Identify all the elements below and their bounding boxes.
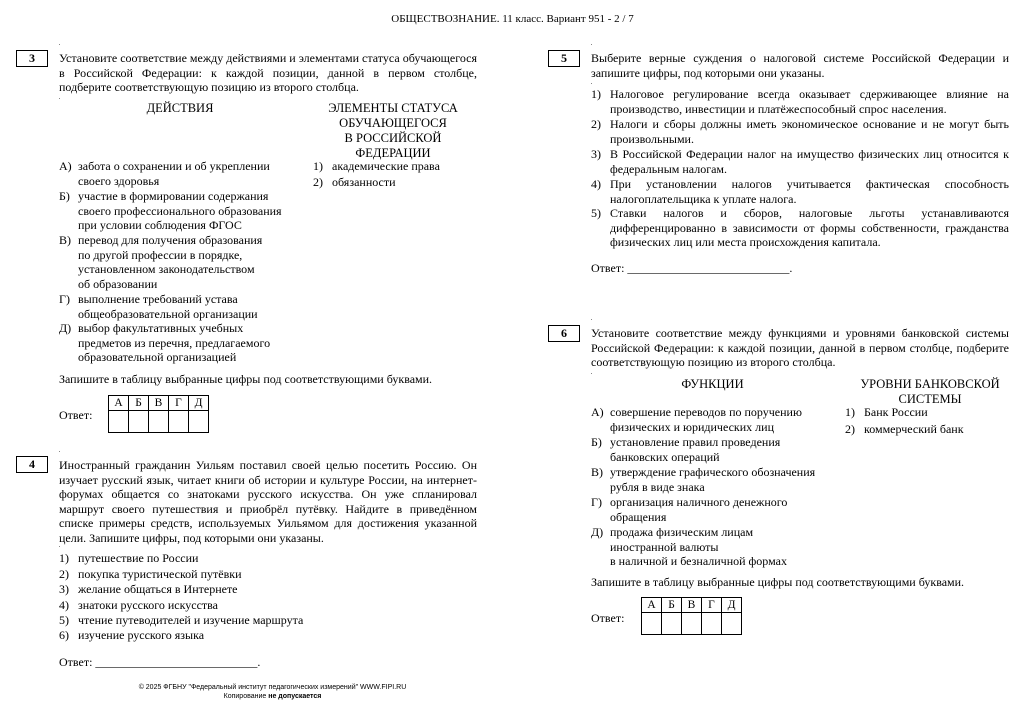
question-4-number: 4	[16, 456, 48, 473]
q6-answer-cell[interactable]	[662, 613, 682, 635]
q6-choice-2: 2) коммерческий банк	[845, 422, 964, 436]
q5-answer-line[interactable]: Ответ: ___________________________.	[591, 261, 793, 275]
q4-answer-line[interactable]: Ответ: ___________________________.	[59, 655, 261, 669]
q3-table-header: А	[109, 396, 129, 411]
question-5-number: 5	[548, 50, 580, 67]
question-5-text: Выберите верные суждения о налоговой системе Российской Федерации и запишите цифры, под которыми они указаны.	[591, 51, 1009, 80]
q3-answer-table	[108, 395, 209, 433]
q6-column-levels-title: УРОВНИ БАНКОВСКОЙ СИСТЕМЫ	[860, 377, 1000, 406]
q5-option-4: 4) При установлении налогов учитывается фактическая способность налогоплательщика к уплате налога.	[591, 177, 1009, 206]
q3-choice-2: 2) обязанности	[313, 175, 396, 189]
q6-option-g: Г) организация наличного денежного обращения	[591, 495, 788, 524]
q6-answer-cell[interactable]	[642, 613, 662, 635]
q5-option-1: 1) Налоговое регулирование всегда оказывает сдерживающее влияние на производство, инвестиции и платёжеспособный спрос населения.	[591, 87, 1009, 116]
q5-option-5: 5) Ставки налогов и сборов, налоговые льготы устанавливаются дифференцированно в зависимости от формы собственности, гражданства физических лиц или места происхождения капитала.	[591, 206, 1009, 249]
q4-option-1: 1) путешествие по России	[59, 551, 199, 565]
q5-option-3: 3) В Российской Федерации налог на имущество физических лиц относится к федеральным налогам.	[591, 147, 1009, 176]
q3-choice-1: 1) академические права	[313, 159, 440, 173]
q6-option-v: В) утверждение графического обозначения рубля в виде знака	[591, 465, 816, 494]
page-header: ОБЩЕСТВОЗНАНИЕ. 11 класс. Вариант 951 - 2 / 7	[391, 13, 634, 25]
q3-answer-cell[interactable]	[189, 411, 209, 433]
q3-option-g: Г) выполнение требований устава общеобразовательной организации	[59, 292, 258, 321]
footer-copy-notice: Копирование не допускается	[223, 693, 322, 700]
q3-table-header: Д	[189, 396, 209, 411]
q3-table-header: Г	[169, 396, 189, 411]
q3-table-header: Б	[129, 396, 149, 411]
q3-answer-cell[interactable]	[129, 411, 149, 433]
q3-column-actions-title: ДЕЙСТВИЯ	[146, 101, 214, 115]
footer-copyright: © 2025 ФГБНУ "Федеральный институт педагогических измерений" WWW.FIPI.RU	[138, 684, 407, 691]
question-3-text: Установите соответствие между действиями и элементами статуса обучающегося в Российской Федерации: к каждой позиции, данной в первом столбце, подберите соответствующую позицию из второго столбца.	[59, 51, 477, 94]
question-3-number: 3	[16, 50, 48, 67]
q3-option-d: Д) выбор факультативных учебных предметов из перечня, предлагаемого образовательной организацией	[59, 321, 271, 364]
q3-answer-cell[interactable]	[149, 411, 169, 433]
q6-option-a: А) совершение переводов по поручению физических и юридических лиц	[591, 405, 802, 434]
question-6-number: 6	[548, 325, 580, 342]
q4-option-6: 6) изучение русского языка	[59, 628, 205, 642]
question-4-text: Иностранный гражданин Уильям поставил своей целью посетить Россию. Он изучает русский язык, читает книги об истории и культуре России, на интернет-форумах общается со знатоками русского искусства. Он уже спланировал маршрут своего путешествия и приобрёл путёвку. Найдите в приведённом списке примеры средств, используемых Уильямом для достижения указанной цели. Запишите цифры, под которыми они указаны.	[59, 458, 477, 545]
q6-answer-label: Ответ:	[591, 611, 625, 625]
q6-option-d: Д) продажа физическим лицам иностранной валюты в наличной и безналичной формах	[591, 525, 787, 568]
q5-option-2: 2) Налоги и сборы должны иметь экономическое основание и не могут быть произвольными.	[591, 117, 1009, 146]
q3-answer-cell[interactable]	[109, 411, 129, 433]
q3-column-status-title: ЭЛЕМЕНТЫ СТАТУСА ОБУЧАЮЩЕГОСЯ В РОССИЙСКОЙ ФЕДЕРАЦИИ	[328, 101, 458, 160]
q3-option-b: Б) участие в формировании содержания своего профессионального образования при условии соблюдения ФГОС	[59, 189, 282, 232]
q3-answer-cell[interactable]	[169, 411, 189, 433]
q6-column-functions-title: ФУНКЦИИ	[681, 377, 744, 391]
q6-answer-cell[interactable]	[682, 613, 702, 635]
q6-table-header: А	[642, 598, 662, 613]
q6-option-b: Б) установление правил проведения банковских операций	[591, 435, 781, 464]
q3-option-v: В) перевод для получения образования по другой профессии в порядке, установленном законодательством об образовании	[59, 233, 263, 291]
q6-table-header: Д	[722, 598, 742, 613]
q4-option-5: 5) чтение путеводителей и изучение маршрута	[59, 613, 304, 627]
page-footer	[0, 683, 545, 701]
question-6-text: Установите соответствие между функциями и уровнями банковской системы Российской Федерации: к каждой позиции, данной в первом столбце, подберите соответствующую позицию из второго столбца.	[591, 326, 1009, 369]
q4-option-4: 4) знатоки русского искусства	[59, 598, 218, 612]
q4-option-3: 3) желание общаться в Интернете	[59, 582, 238, 596]
q6-choice-1: 1) Банк России	[845, 405, 928, 419]
q4-option-2: 2) покупка туристической путёвки	[59, 567, 242, 581]
q6-table-header: Б	[662, 598, 682, 613]
q6-instruction: Запишите в таблицу выбранные цифры под соответствующими буквами.	[591, 575, 965, 589]
q6-table-header: В	[682, 598, 702, 613]
q3-instruction: Запишите в таблицу выбранные цифры под соответствующими буквами.	[59, 372, 433, 386]
q6-answer-table	[641, 597, 742, 635]
q6-answer-cell[interactable]	[702, 613, 722, 635]
q3-option-a: А) забота о сохранении и об укреплении своего здоровья	[59, 159, 270, 188]
q6-answer-cell[interactable]	[722, 613, 742, 635]
q3-answer-label: Ответ:	[59, 408, 93, 422]
q6-table-header: Г	[702, 598, 722, 613]
q3-table-header: В	[149, 396, 169, 411]
